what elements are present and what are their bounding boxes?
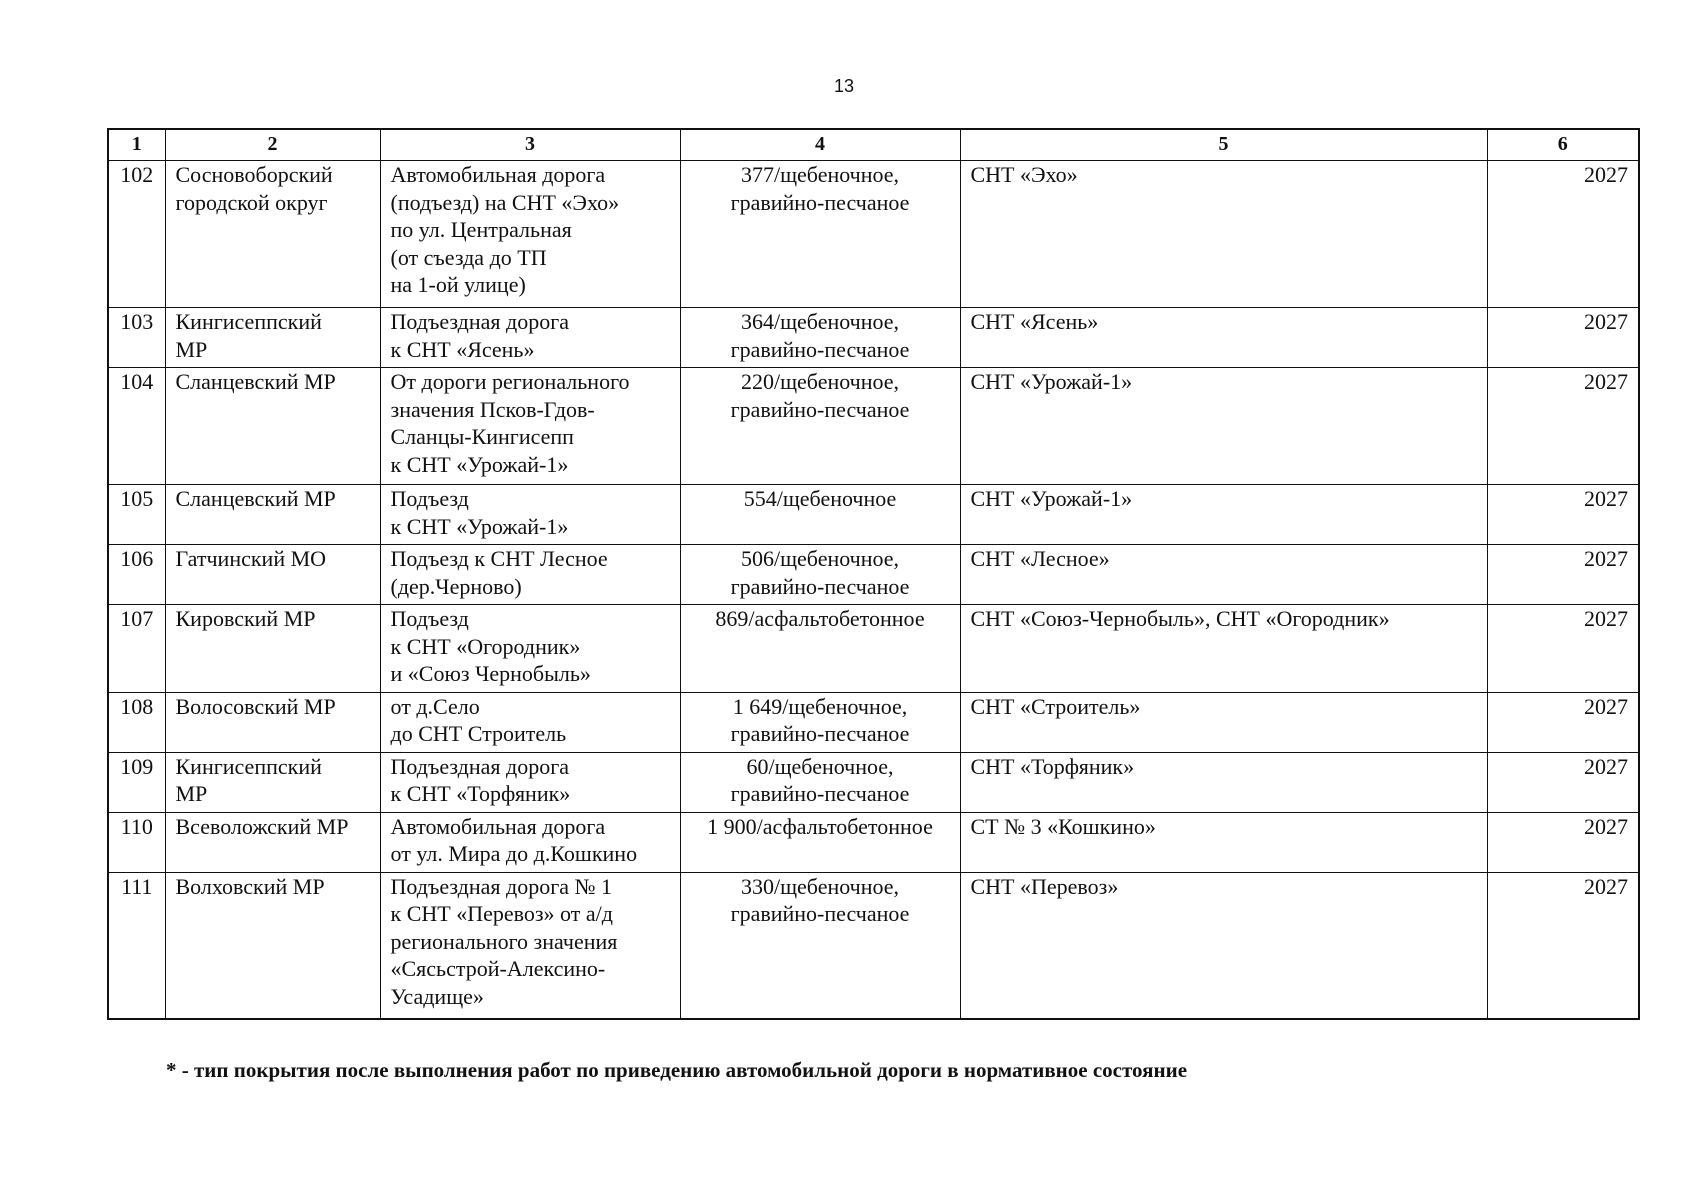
row-number: 104 <box>108 368 165 485</box>
objects-cell: СНТ «Эхо» <box>960 161 1487 308</box>
objects-cell: СТ № 3 «Кошкино» <box>960 812 1487 872</box>
year-cell: 2027 <box>1487 485 1639 545</box>
year-cell: 2027 <box>1487 812 1639 872</box>
surface-cell: 220/щебеночное, гравийно-песчаное <box>680 368 960 485</box>
surface-cell: 60/щебеночное, гравийно-песчаное <box>680 752 960 812</box>
surface-cell: 364/щебеночное, гравийно-песчаное <box>680 308 960 368</box>
district-cell: Сланцевский МР <box>165 368 380 485</box>
column-header: 5 <box>960 129 1487 161</box>
roads-table <box>107 128 1640 1020</box>
district-cell: Всеволожский МР <box>165 812 380 872</box>
district-cell: Гатчинский МО <box>165 545 380 605</box>
year-cell: 2027 <box>1487 308 1639 368</box>
objects-cell: СНТ «Строитель» <box>960 692 1487 752</box>
road-cell: Подъездная дорога к СНТ «Торфяник» <box>380 752 680 812</box>
table-row <box>108 692 1639 752</box>
year-cell: 2027 <box>1487 161 1639 308</box>
district-cell: Кировский МР <box>165 605 380 693</box>
row-number: 103 <box>108 308 165 368</box>
road-cell: Автомобильная дорога от ул. Мира до д.Кошкино <box>380 812 680 872</box>
table-row <box>108 485 1639 545</box>
road-cell: Подъездная дорога № 1 к СНТ «Перевоз» от а/д регионального значения «Сясьстрой-Алексино- Усадище» <box>380 872 680 1019</box>
row-number: 110 <box>108 812 165 872</box>
road-cell: Автомобильная дорога (подъезд) на СНТ «Эхо» по ул. Центральная (от съезда до ТП на 1-ой улице) <box>380 161 680 308</box>
district-cell: Сланцевский МР <box>165 485 380 545</box>
table-row <box>108 812 1639 872</box>
surface-cell: 330/щебеночное, гравийно-песчаное <box>680 872 960 1019</box>
row-number: 109 <box>108 752 165 812</box>
road-cell: Подъезд к СНТ «Огородник» и «Союз Чернобыль» <box>380 605 680 693</box>
district-cell: Кингисеппский МР <box>165 752 380 812</box>
objects-cell: СНТ «Урожай-1» <box>960 368 1487 485</box>
year-cell: 2027 <box>1487 605 1639 693</box>
row-number: 111 <box>108 872 165 1019</box>
column-header: 4 <box>680 129 960 161</box>
objects-cell: СНТ «Торфяник» <box>960 752 1487 812</box>
column-header: 1 <box>108 129 165 161</box>
year-cell: 2027 <box>1487 545 1639 605</box>
row-number: 105 <box>108 485 165 545</box>
road-cell: от д.Село до СНТ Строитель <box>380 692 680 752</box>
column-header: 6 <box>1487 129 1639 161</box>
district-cell: Волховский МР <box>165 872 380 1019</box>
road-cell: От дороги регионального значения Псков-Гдов- Сланцы-Кингисепп к СНТ «Урожай-1» <box>380 368 680 485</box>
road-cell: Подъезд к СНТ Лесное (дер.Черново) <box>380 545 680 605</box>
objects-cell: СНТ «Союз-Чернобыль», СНТ «Огородник» <box>960 605 1487 693</box>
row-number: 108 <box>108 692 165 752</box>
objects-cell: СНТ «Урожай-1» <box>960 485 1487 545</box>
year-cell: 2027 <box>1487 752 1639 812</box>
column-header: 2 <box>165 129 380 161</box>
row-number: 107 <box>108 605 165 693</box>
table-row <box>108 161 1639 308</box>
surface-cell: 1 649/щебеночное, гравийно-песчаное <box>680 692 960 752</box>
surface-cell: 506/щебеночное, гравийно-песчаное <box>680 545 960 605</box>
district-cell: Волосовский МР <box>165 692 380 752</box>
objects-cell: СНТ «Лесное» <box>960 545 1487 605</box>
district-cell: Кингисеппский МР <box>165 308 380 368</box>
table-row <box>108 308 1639 368</box>
row-number: 106 <box>108 545 165 605</box>
surface-cell: 869/асфальтобетонное <box>680 605 960 693</box>
road-cell: Подъезд к СНТ «Урожай-1» <box>380 485 680 545</box>
table-row <box>108 752 1639 812</box>
objects-cell: СНТ «Ясень» <box>960 308 1487 368</box>
year-cell: 2027 <box>1487 692 1639 752</box>
table-row <box>108 872 1639 1019</box>
row-number: 102 <box>108 161 165 308</box>
district-cell: Сосновоборский городской округ <box>165 161 380 308</box>
objects-cell: СНТ «Перевоз» <box>960 872 1487 1019</box>
table-body <box>108 161 1639 1020</box>
page-number: 13 <box>833 76 855 96</box>
surface-cell: 1 900/асфальтобетонное <box>680 812 960 872</box>
surface-cell: 554/щебеночное <box>680 485 960 545</box>
table-row <box>108 368 1639 485</box>
table-header-row <box>108 129 1639 161</box>
year-cell: 2027 <box>1487 368 1639 485</box>
road-cell: Подъездная дорога к СНТ «Ясень» <box>380 308 680 368</box>
footnote: * - тип покрытия после выполнения работ по приведению автомобильной дороги в нормативное состояние <box>166 1058 1188 1082</box>
column-header: 3 <box>380 129 680 161</box>
year-cell: 2027 <box>1487 872 1639 1019</box>
surface-cell: 377/щебеночное, гравийно-песчаное <box>680 161 960 308</box>
table-row <box>108 605 1639 693</box>
table-row <box>108 545 1639 605</box>
